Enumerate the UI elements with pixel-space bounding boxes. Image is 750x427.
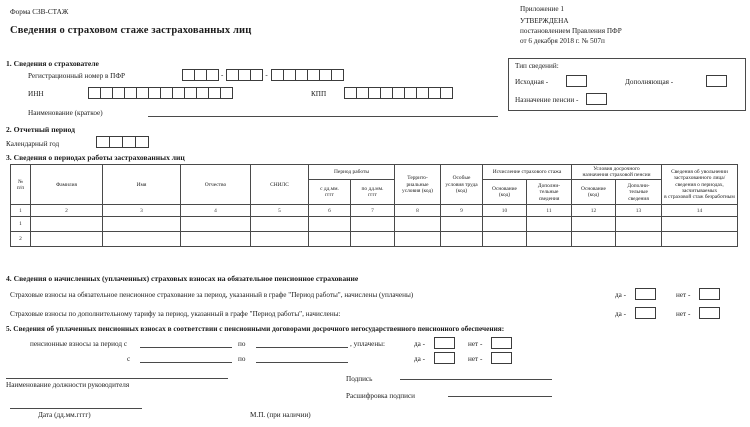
section5-row1-prefix-label: пенсионные взносы за период с xyxy=(30,340,128,348)
col-header-dismissal-l1: Сведения об увольнении xyxy=(671,169,728,176)
section5-row2-yes-checkbox[interactable] xyxy=(434,352,455,364)
calendar-year-label: Календарный год xyxy=(6,140,60,148)
col-header-early-pension xyxy=(572,165,662,180)
cell-territorial[interactable] xyxy=(395,217,441,232)
reg-number-input[interactable] xyxy=(182,69,343,81)
short-name-label: Наименование (краткое) xyxy=(28,109,103,117)
col-header-territorial-l1: Террито- xyxy=(407,175,428,182)
cell-patronymic[interactable] xyxy=(181,217,251,232)
cell-early-additional[interactable] xyxy=(616,217,662,232)
col-header-territorial xyxy=(395,165,441,205)
cell-date-from[interactable] xyxy=(309,217,351,232)
section4-line1-yes-label: да - xyxy=(615,291,627,299)
position-label: Наименование должности руководителя xyxy=(6,381,130,389)
section5-row1-yes-label: да - xyxy=(414,340,426,348)
kpp-label: КПП xyxy=(311,90,327,98)
date-input[interactable] xyxy=(10,408,142,409)
cell-calc-additional[interactable] xyxy=(527,232,572,247)
section5-row1-yes-checkbox[interactable] xyxy=(434,337,455,349)
section4-line2-label: Страховые взносы по дополнительному тарифу за период, указанный в графе "Период работы", начислены: xyxy=(10,310,341,318)
calendar-year-cell[interactable] xyxy=(109,136,123,148)
col-header-surname: Фамилия xyxy=(31,165,103,205)
cell-early-additional[interactable] xyxy=(616,232,662,247)
short-name-input[interactable] xyxy=(148,116,498,117)
info-type-supplementary-checkbox[interactable] xyxy=(706,75,727,87)
cell-surname[interactable] xyxy=(31,232,103,247)
col-header-early-basis-l1: Основание xyxy=(581,186,606,193)
form-code-label: Форма СЗВ-СТАЖ xyxy=(10,8,69,16)
calendar-year-cell[interactable] xyxy=(96,136,110,148)
cell-num: 2 xyxy=(11,232,31,247)
col-header-early-pension-l1: Условия досрочного xyxy=(593,166,640,172)
col-header-calc-additional xyxy=(527,180,572,205)
cell-early-basis[interactable] xyxy=(572,232,616,247)
date-label: Дата (дд.мм.гггг) xyxy=(38,411,91,419)
col-num: 13 xyxy=(616,205,662,217)
section1-heading: 1. Сведения о страхователе xyxy=(6,59,99,68)
calendar-year-cell[interactable] xyxy=(122,136,136,148)
col-header-early-pension-l2: назначения страховой пенсии xyxy=(582,172,651,179)
section5-row2-to-label: по xyxy=(238,355,246,363)
col-header-firstname: Имя xyxy=(103,165,181,205)
table-row[interactable] xyxy=(11,232,738,247)
reg-number-cell[interactable] xyxy=(206,69,219,81)
section5-row2-prefix-label: с xyxy=(127,355,131,363)
cell-snils[interactable] xyxy=(251,217,309,232)
col-header-calc-additional-l3: сведения xyxy=(538,195,560,202)
info-type-pension-checkbox[interactable] xyxy=(586,93,607,105)
col-num: 7 xyxy=(351,205,395,217)
col-header-special-l1: Особые xyxy=(452,175,471,182)
approval-date-label: от 6 декабря 2018 г. № 507п xyxy=(520,37,605,45)
cell-surname[interactable] xyxy=(31,217,103,232)
col-num: 4 xyxy=(181,205,251,217)
col-num: 5 xyxy=(251,205,309,217)
section5-row2-to-input[interactable] xyxy=(256,362,348,363)
col-header-dismissal-l5: в страховой стаж безработным xyxy=(664,194,735,200)
col-header-date-to-l1: по дд.мм. xyxy=(361,186,384,193)
calendar-year-cell[interactable] xyxy=(135,136,149,148)
col-num: 1 xyxy=(11,205,31,217)
section5-row1-from-input[interactable] xyxy=(140,347,232,348)
cell-patronymic[interactable] xyxy=(181,232,251,247)
cell-special[interactable] xyxy=(441,232,483,247)
section5-row2-yes-label: да - xyxy=(414,355,426,363)
cell-dismissal[interactable] xyxy=(662,232,738,247)
col-header-early-basis-l2: (код) xyxy=(587,192,600,199)
table-row[interactable] xyxy=(11,217,738,232)
section5-row1-no-label: нет - xyxy=(468,340,483,348)
cell-special[interactable] xyxy=(441,217,483,232)
section4-line1-yes-checkbox[interactable] xyxy=(635,288,656,300)
section4-line2-no-label: нет - xyxy=(676,310,691,318)
inn-cell[interactable] xyxy=(220,87,233,99)
col-header-territorial-l3: условия (код) xyxy=(402,187,433,194)
col-header-dismissal-l3: сведения о периодах, xyxy=(675,181,724,188)
col-header-early-additional-l1: Дополни- xyxy=(627,183,650,190)
col-header-dismissal xyxy=(662,165,738,205)
reg-number-label: Регистрационный номер в ПФР xyxy=(28,72,126,80)
col-header-date-to-l2: гггг xyxy=(368,192,377,199)
info-type-supplementary-label: Дополняющая - xyxy=(625,78,674,86)
col-header-special-l3: (код) xyxy=(455,187,468,194)
calendar-year-input[interactable] xyxy=(96,136,148,148)
cell-early-basis[interactable] xyxy=(572,217,616,232)
cell-firstname[interactable] xyxy=(103,217,181,232)
col-num: 12 xyxy=(572,205,616,217)
section3-heading: 3. Сведения о периодах работы застрахованных лиц xyxy=(6,153,185,162)
col-header-num xyxy=(11,165,31,205)
col-header-snils: СНИЛС xyxy=(251,165,309,205)
col-header-date-from-l1: с дд.мм. xyxy=(320,186,339,193)
col-header-work-period: Период работы xyxy=(309,165,395,180)
section5-row2-no-label: нет - xyxy=(468,355,483,363)
col-header-calc-basis-l2: (код) xyxy=(498,192,511,199)
reg-number-cell[interactable] xyxy=(331,69,344,81)
signature-input[interactable] xyxy=(400,379,552,380)
col-header-early-additional-l2: тельные xyxy=(629,189,648,196)
cell-calc-basis[interactable] xyxy=(483,232,527,247)
cell-territorial[interactable] xyxy=(395,232,441,247)
reg-number-separator: - xyxy=(221,71,224,79)
table-header-row-top xyxy=(11,165,738,180)
signature-label: Подпись xyxy=(346,375,373,383)
info-type-initial-checkbox[interactable] xyxy=(566,75,587,87)
col-header-num-line2: п/п xyxy=(16,184,25,191)
col-header-special xyxy=(441,165,483,205)
info-type-heading: Тип сведений: xyxy=(515,62,559,70)
cell-num: 1 xyxy=(11,217,31,232)
periods-table-wrapper xyxy=(10,164,738,247)
col-num: 11 xyxy=(527,205,572,217)
table-column-number-row xyxy=(11,205,738,217)
kpp-input[interactable] xyxy=(344,87,452,99)
col-header-date-from-l2: гггг xyxy=(325,192,334,199)
position-input[interactable] xyxy=(6,378,228,379)
cell-calc-basis[interactable] xyxy=(483,217,527,232)
section2-heading: 2. Отчетный период xyxy=(6,125,75,134)
cell-firstname[interactable] xyxy=(103,232,181,247)
cell-date-to[interactable] xyxy=(351,217,395,232)
section5-row2-no-checkbox[interactable] xyxy=(491,352,512,364)
col-header-calc-additional-l1: Дополни- xyxy=(537,183,561,190)
col-num: 6 xyxy=(309,205,351,217)
col-num: 10 xyxy=(483,205,527,217)
section5-row2-from-input[interactable] xyxy=(140,362,232,363)
section4-line1-label: Страховые взносы на обязательное пенсионное страхование за период, указанный в графе "Период работы", начислены (уплачены) xyxy=(10,291,414,299)
col-num: 3 xyxy=(103,205,181,217)
col-header-early-basis xyxy=(572,180,616,205)
cell-date-to[interactable] xyxy=(351,232,395,247)
section5-row1-to-input[interactable] xyxy=(256,347,348,348)
col-header-special-l2: условия труда xyxy=(445,181,478,188)
section4-heading: 4. Сведения о начисленных (уплаченных) страховых взносах на обязательное пенсионное страхование xyxy=(6,274,359,283)
decoding-input[interactable] xyxy=(448,396,552,397)
section4-line2-yes-checkbox[interactable] xyxy=(635,307,656,319)
approved-label: УТВЕРЖДЕНА xyxy=(520,17,569,25)
section4-line2-no-checkbox[interactable] xyxy=(699,307,720,319)
info-type-initial-label: Исходная - xyxy=(515,78,549,86)
info-type-pension-label: Назначение пенсии - xyxy=(515,96,579,104)
col-header-patronymic: Отчество xyxy=(181,165,251,205)
col-header-early-additional-l3: сведения xyxy=(628,195,649,202)
col-header-dismissal-l2: застрахованного лица/ xyxy=(673,175,726,182)
page-title: Сведения о страховом стаже застрахованных лиц xyxy=(10,25,252,36)
col-header-num-line1: № xyxy=(17,178,24,185)
cell-calc-additional[interactable] xyxy=(527,217,572,232)
col-header-early-additional xyxy=(616,180,662,205)
stamp-label: М.П. (при наличии) xyxy=(250,411,311,419)
col-header-date-from xyxy=(309,180,351,205)
inn-label: ИНН xyxy=(28,90,44,98)
col-header-territorial-l2: риальные xyxy=(406,181,429,188)
col-header-insurance-calc: Исчисление страхового стажа xyxy=(483,165,572,180)
cell-date-from[interactable] xyxy=(309,232,351,247)
kpp-cell[interactable] xyxy=(440,87,453,99)
section5-heading: 5. Сведения об уплаченных пенсионных взносах в соответствии с пенсионными договорами досрочного негосударственного пенсионного обеспечения: xyxy=(6,324,505,333)
appendix-label: Приложение 1 xyxy=(520,5,564,13)
periods-table xyxy=(10,164,738,247)
cell-dismissal[interactable] xyxy=(662,217,738,232)
col-num: 9 xyxy=(441,205,483,217)
info-type-panel xyxy=(508,58,746,111)
approved-by-label: постановлением Правления ПФР xyxy=(520,27,622,35)
col-num: 2 xyxy=(31,205,103,217)
col-num: 14 xyxy=(662,205,738,217)
cell-snils[interactable] xyxy=(251,232,309,247)
decoding-label: Расшифровка подписи xyxy=(346,392,415,400)
section4-line1-no-checkbox[interactable] xyxy=(699,288,720,300)
reg-number-separator: - xyxy=(265,71,268,79)
section5-row1-suffix-label: , уплачены: xyxy=(350,340,385,348)
col-header-calc-additional-l2: тельные xyxy=(539,189,559,196)
section5-row1-no-checkbox[interactable] xyxy=(491,337,512,349)
col-header-calc-basis xyxy=(483,180,527,205)
col-header-calc-basis-l1: Основание xyxy=(492,186,517,193)
section4-line1-no-label: нет - xyxy=(676,291,691,299)
inn-input[interactable] xyxy=(88,87,232,99)
reg-number-cell[interactable] xyxy=(250,69,263,81)
section5-row1-to-label: по xyxy=(238,340,246,348)
col-num: 8 xyxy=(395,205,441,217)
col-header-dismissal-l4: засчитываемых xyxy=(681,187,718,194)
section4-line2-yes-label: да - xyxy=(615,310,627,318)
col-header-date-to xyxy=(351,180,395,205)
